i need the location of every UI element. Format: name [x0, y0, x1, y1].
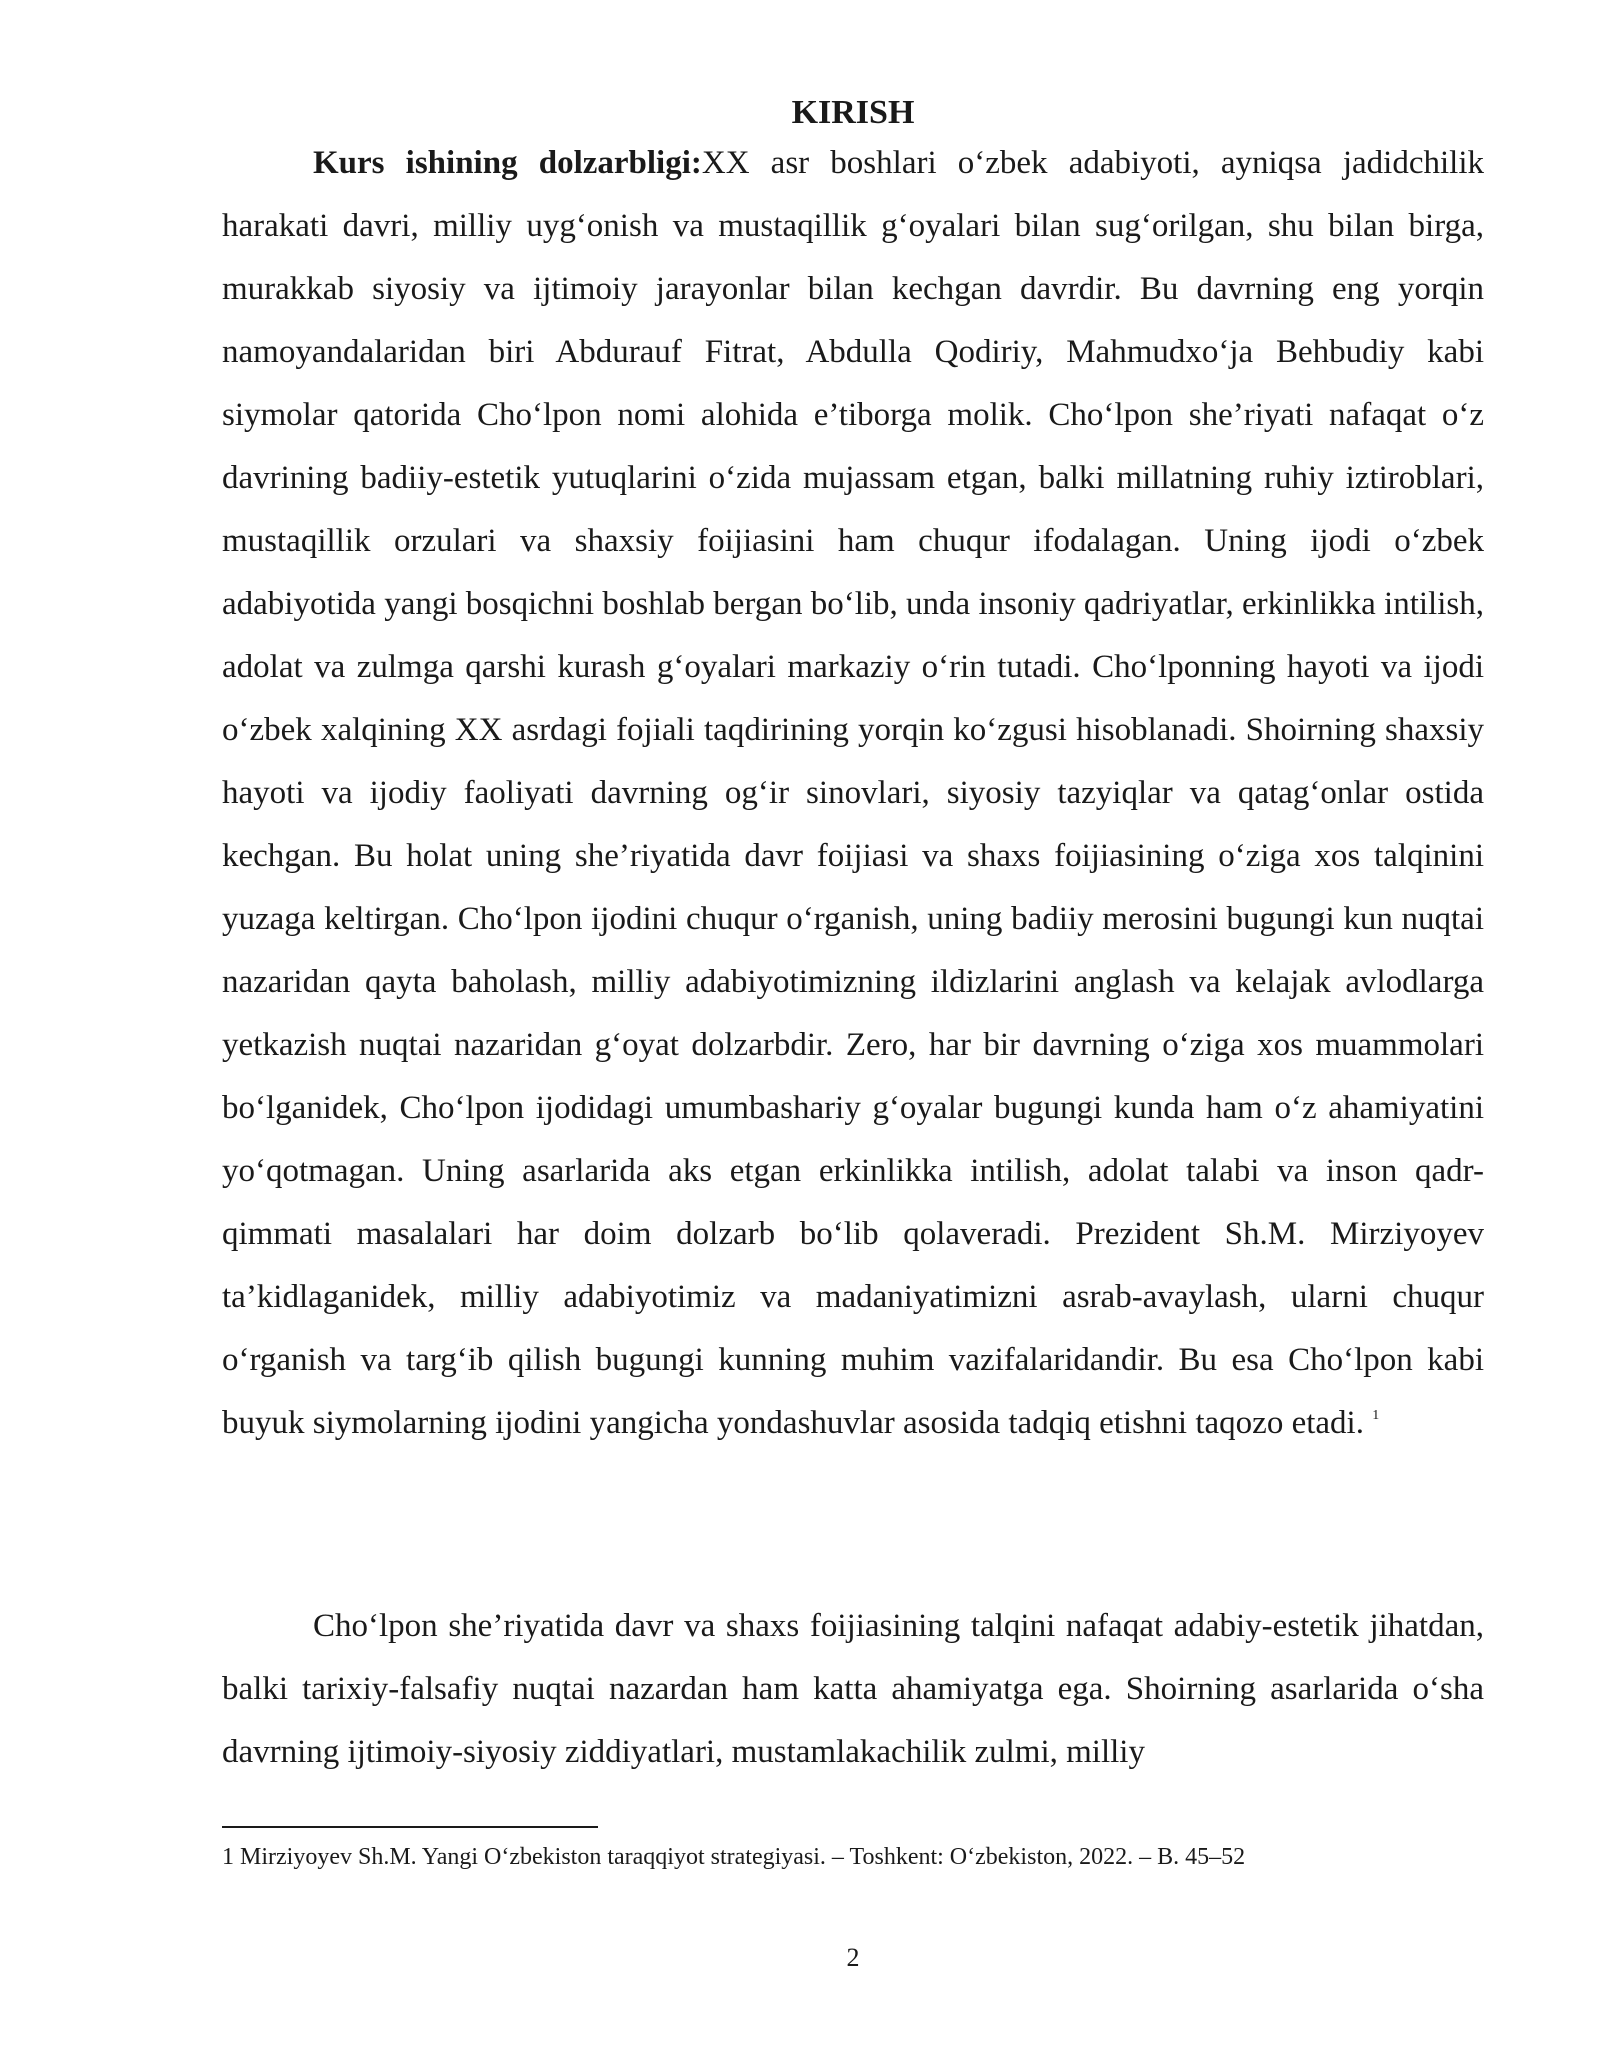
footnote-reference[interactable]: 1: [1372, 1408, 1380, 1423]
paragraph-2-text: Cho‘lpon she’riyatida davr va shaxs foijiasining talqini nafaqat adabiy-estetik jihatdan, balki tarixiy-falsafiy nuqtai nazardan ham katta ahamiyatga ega. Shoirning asarlarida o‘sha davrning ijtimoiy-siyosiy ziddiyatlari, mustamlakachilik zulmi, milliy: [222, 1608, 1484, 1770]
section-heading: KIRISH: [791, 94, 915, 131]
footnote: [222, 1842, 1484, 1872]
body-paragraph-2: [222, 1595, 1484, 1784]
paragraph-lead: Kurs ishining dolzarbligi:: [313, 145, 702, 181]
body-paragraph-1: [222, 132, 1484, 1455]
footnote-text: Mirziyoyev Sh.M. Yangi O‘zbekiston taraqqiyot strategiyasi. – Toshkent: O‘zbekiston, 2022. – B. 45–52: [240, 1844, 1246, 1870]
footnote-separator: [222, 1826, 598, 1828]
footnote-number: 1: [222, 1844, 234, 1870]
paragraph-1-text: XX asr boshlari o‘zbek adabiyoti, ayniqsa jadidchilik harakati davri, milliy uyg‘onish va mustaqillik g‘oyalari bilan sug‘orilgan, shu bilan birga, murakkab siyosiy va ijtimoiy jarayonlar bilan kechgan davrdir. Bu davrning eng yorqin namoyandalaridan biri Abdurauf Fitrat, Abdulla Qodiriy, Mahmudxo‘ja Behbudiy kabi siymolar qatorida Cho‘lpon nomi alohida e’tiborga molik. Cho‘lpon she’riyati nafaqat o‘z davrining badiiy-estetik yutuqlarini o‘zida mujassam etgan, balki millatning ruhiy iztiroblari, mustaqillik orzulari va shaxsiy foijiasini ham chuqur ifodalagan. Uning ijodi o‘zbek adabiyotida yangi bosqichni boshlab bergan bo‘lib, unda insoniy qadriyatlar, erkinlikka intilish, adolat va zulmga qarshi kurash g‘oyalari markaziy o‘rin tutadi. Cho‘lponning hayoti va ijodi o‘zbek xalqining XX asrdagi fojiali taqdirining yorqin ko‘zgusi hisoblanadi. Shoirning shaxsiy hayoti va ijodiy faoliyati davrning og‘ir sinovlari, siyosiy tazyiqlar va qatag‘onlar ostida kechgan. Bu holat uning she’riyatida davr foijiasi va shaxs foijiasining o‘ziga xos talqinini yuzaga keltirgan. Cho‘lpon ijodini chuqur o‘rganish, uning badiiy merosini bugungi kun nuqtai nazaridan qayta baholash, milliy adabiyotimizning ildizlarini anglash va kelajak avlodlarga yetkazish nuqtai nazaridan g‘oyat dolzarbdir. Zero, har bir davrning o‘ziga xos muammolari bo‘lganidek, Cho‘lpon ijodidagi umumbashariy g‘oyalar bugungi kunda ham o‘z ahamiyatini yo‘qotmagan. Uning asarlarida aks etgan erkinlikka intilish, adolat talabi va inson qadr-qimmati masalalari har doim dolzarb bo‘lib qolaveradi. Prezident Sh.M. Mirziyoyev ta’kidlaganidek, milliy adabiyotimiz va madaniyatimizni asrab-avaylash, ularni chuqur o‘rganish va targ‘ib qilish bugungi kunning muhim vazifalaridandir. Bu esa Cho‘lpon kabi buyuk siymolarning ijodini yangicha yondashuvlar asosida tadqiq etishni taqozo etadi.: [222, 145, 1484, 1441]
page-number: 2: [846, 1943, 860, 1972]
